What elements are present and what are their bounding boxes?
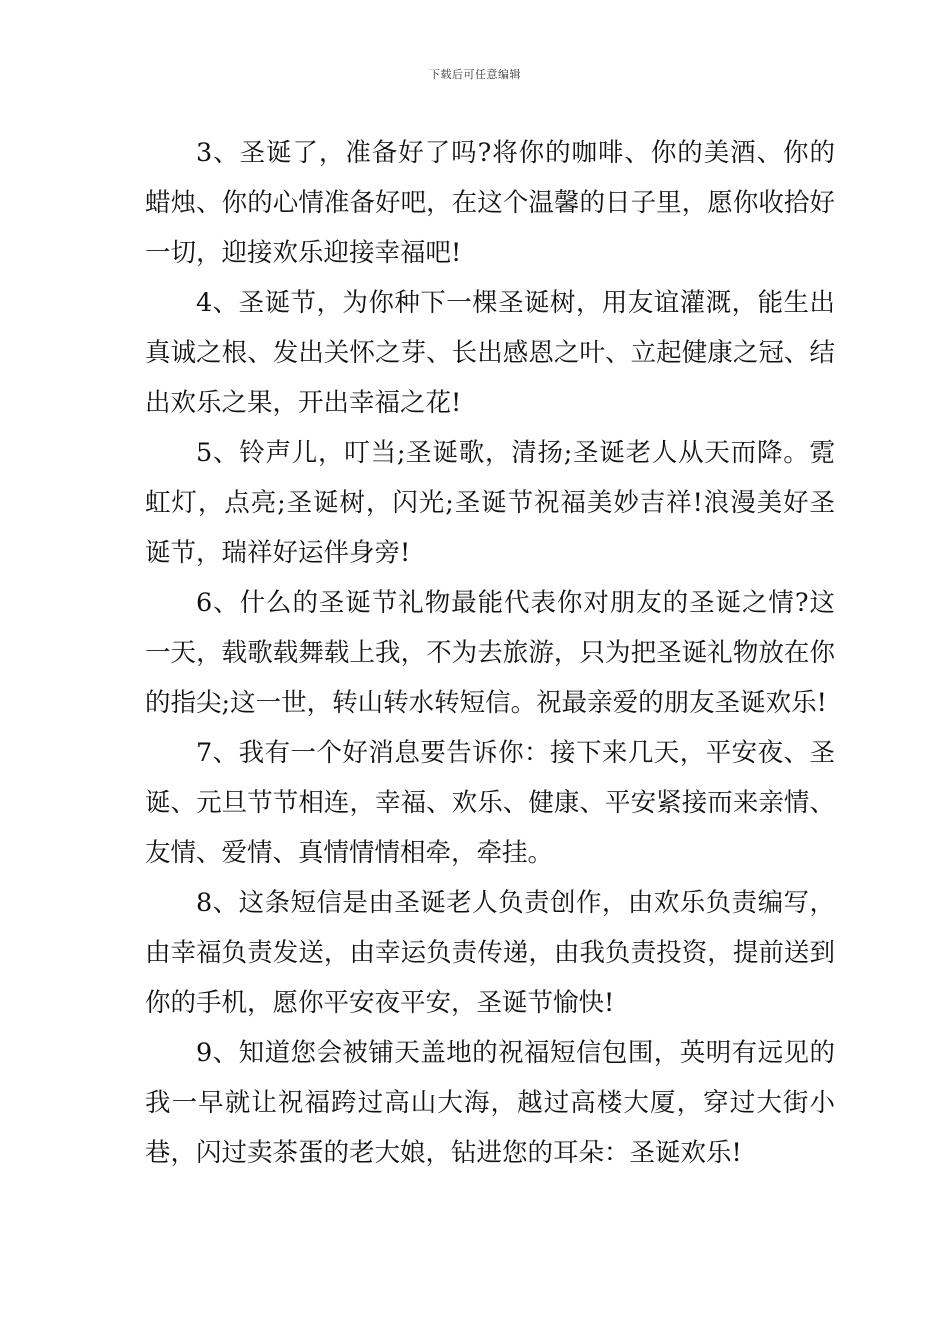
- paragraph-5: 5、铃声儿，叮当;圣诞歌，清扬;圣诞老人从天而降。霓虹灯，点亮;圣诞树，闪光;圣诞节祝福美妙吉祥!浪漫美好圣诞节，瑞祥好运伴身旁!: [145, 438, 835, 568]
- paragraph-3: 3、圣诞了，准备好了吗?将你的咖啡、你的美酒、你的蜡烛、你的心情准备好吧，在这个温馨的日子里，愿你收拾好一切，迎接欢乐迎接幸福吧!: [145, 138, 835, 268]
- paragraph-7: 7、我有一个好消息要告诉你：接下来几天，平安夜、圣诞、元旦节节相连，幸福、欢乐、健康、平安紧接而来亲情、友情、爱情、真情情情相牵，牵挂。: [145, 738, 835, 868]
- page-header-note: 下载后可任意编辑: [429, 68, 521, 81]
- document-body: [145, 128, 835, 1178]
- paragraph-9: 9、知道您会被铺天盖地的祝福短信包围，英明有远见的我一早就让祝福跨过高山大海，越过高楼大厦，穿过大街小巷，闪过卖茶蛋的老大娘，钻进您的耳朵：圣诞欢乐!: [145, 1038, 835, 1168]
- paragraph-4: 4、圣诞节，为你种下一棵圣诞树，用友谊灌溉，能生出真诚之根、发出关怀之芽、长出感恩之叶、立起健康之冠、结出欢乐之果，开出幸福之花!: [145, 288, 835, 418]
- paragraph-8: 8、这条短信是由圣诞老人负责创作，由欢乐负责编写，由幸福负责发送，由幸运负责传递，由我负责投资，提前送到你的手机，愿你平安夜平安，圣诞节愉快!: [145, 888, 835, 1018]
- paragraph-6: 6、什么的圣诞节礼物最能代表你对朋友的圣诞之情?这一天，载歌载舞载上我，不为去旅游，只为把圣诞礼物放在你的指尖;这一世，转山转水转短信。祝最亲爱的朋友圣诞欢乐!: [145, 588, 835, 718]
